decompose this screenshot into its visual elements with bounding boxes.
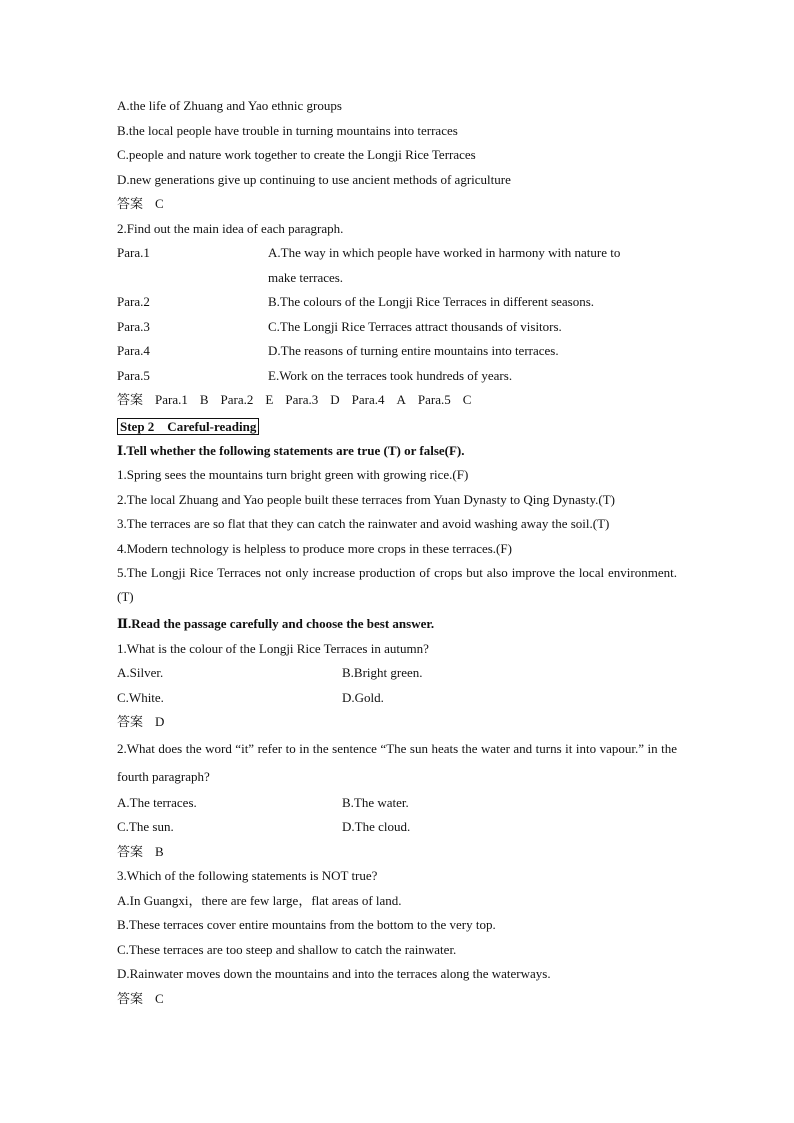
answer-label: 答案 [117,714,144,729]
answer-label: 答案 [117,990,144,1006]
matching-answer-letter: B [199,392,209,407]
answer-label: 答案 [117,843,144,859]
mc3-option-a: A.In Guangxi，there are few large，flat areas of land. [117,892,402,908]
q1-option-a: A.the life of Zhuang and Yao ethnic groups [117,98,342,113]
section2-title: Ⅱ.Read the passage carefully and choose the best answer. [117,616,435,631]
matching-para: Para.5 [117,367,150,383]
statement-item: 3.The terraces are so flat that they can catch the rainwater and avoid washing away the soil.(T) [117,516,610,531]
mc2-option-a: A.The terraces. [117,794,197,810]
mc1-options-row [117,661,677,686]
matching-para: Para.2 [117,294,150,309]
matching-row [117,241,677,266]
matching-answer-para: Para.5 [417,392,451,407]
matching-row [117,315,677,340]
mc1-option-c: C.White. [117,689,164,705]
matching-option: A.The way in which people have worked in harmony with nature to [268,245,621,260]
q2-question: 2.Find out the main idea of each paragraph. [117,220,344,236]
matching-answer-letter: D [330,392,340,407]
document-page [117,94,677,1011]
mc1-answer-line [117,710,677,735]
statement-item: 1.Spring sees the mountains turn bright green with growing rice.(F) [117,467,469,482]
mc3-option-d: D.Rainwater moves down the mountains and into the terraces along the waterways. [117,966,551,981]
mc2-option-c: C.The sun. [117,819,174,834]
statement-item: 4.Modern technology is helpless to produce more crops in these terraces.(F) [117,540,512,556]
mc2-options-row [117,791,677,816]
mc3-option-b: B.These terraces cover entire mountains from the bottom to the very top. [117,917,496,932]
matching-option-continued: make terraces. [268,269,344,285]
matching-option: E.Work on the terraces took hundreds of years. [268,367,513,383]
q1-answer: C [155,196,164,211]
section1-title: Ⅰ.Tell whether the following statements are true (T) or false(F). [117,442,465,458]
mc1-option-d: D.Gold. [342,689,384,705]
mc2-answer-line [117,840,677,865]
mc2-option-b: B.The water. [342,794,409,810]
step2-title: Step 2 Careful-reading [117,418,259,435]
matching-answer-para: Para.2 [220,392,254,407]
matching-para: Para.4 [117,343,150,358]
statement-item: 2.The local Zhuang and Yao people built these terraces from Yuan Dynasty to Qing Dynasty.(T) [117,491,615,507]
matching-row [117,339,677,364]
statement-item: 5.The Longji Rice Terraces not only increase production of crops but also improve the local environment.(T) [117,565,677,604]
answer-label: 答案 [117,196,144,211]
matching-option: C.The Longji Rice Terraces attract thousands of visitors. [268,318,562,334]
mc2-option-d: D.The cloud. [342,819,411,834]
mc1-answer: D [155,714,165,729]
matching-answer-para: Para.4 [351,392,385,407]
mc3-question: 3.Which of the following statements is NOT true? [117,868,378,883]
q1-answer-line [117,192,677,217]
mc1-option-a: A.Silver. [117,665,164,680]
mc2-options-row [117,815,677,840]
matching-answer-para: Para.1 [155,392,188,407]
mc2-question: 2.What does the word “it” refer to in the sentence “The sun heats the water and turns it into vapour.” in the fourth paragraph? [117,740,677,784]
matching-row [117,364,677,389]
matching-row [117,290,677,315]
q1-option-d: D.new generations give up continuing to use ancient methods of agriculture [117,171,511,187]
matching-answer-para: Para.3 [285,392,319,407]
mc1-question: 1.What is the colour of the Longji Rice Terraces in autumn? [117,640,429,656]
matching-answer-letter: C [462,392,472,407]
answer-label: 答案 [117,392,144,407]
matching-para: Para.3 [117,318,150,334]
mc1-option-b: B.Bright green. [342,665,423,680]
matching-option: B.The colours of the Longji Rice Terraces in different seasons. [268,294,595,309]
mc1-options-row [117,686,677,711]
matching-answer-line [117,388,677,413]
mc3-answer-line [117,987,677,1012]
step2-heading-row [117,413,677,439]
mc2-answer: B [155,843,164,859]
mc3-option-c: C.These terraces are too steep and shallow to catch the rainwater. [117,941,457,957]
matching-answer-letter: A [396,392,406,407]
q1-option-c: C.people and nature work together to create the Longji Rice Terraces [117,147,476,162]
matching-option: D.The reasons of turning entire mountains into terraces. [268,343,559,358]
matching-para: Para.1 [117,245,150,260]
q1-option-b: B.the local people have trouble in turning mountains into terraces [117,122,458,138]
mc3-answer: C [155,990,164,1006]
matching-answer-letter: E [265,392,274,407]
